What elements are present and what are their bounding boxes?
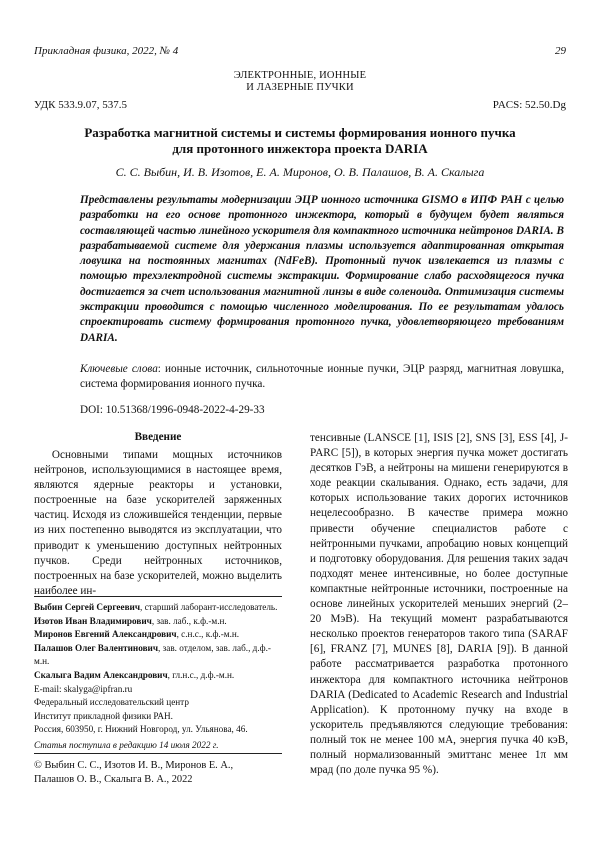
intro-paragraph: Основными типами мощных источников нейтронов, использующимися в настоящее время, являются ядерные реакторы и установки, построенные на базе ускорителей заряженных частиц. Исходя из сложившейся тенденции, первые из них постепенно выводятся из эксплуатации, что приводит к уменьшению доступных нейтронных пучков. Среди нейтронных источников, построенных на базе ускорителей, можно выделить наиболее ин- xyxy=(34,449,282,597)
authors: С. С. Выбин, И. В. Изотов, Е. А. Миронов, О. В. Палашов, В. А. Скалыга xyxy=(115,165,485,179)
keywords-text: : ионные источник, сильноточные ионные пучки, ЭЦР разряд, магнитная ловушка, система формирования ионного пучка. xyxy=(80,363,564,391)
affiliation-name: Скалыга Вадим Александрович xyxy=(34,669,168,680)
contact-org-1: Федеральный исследовательский центр xyxy=(34,697,189,708)
affiliation-info: , старший лаборант-исследователь. xyxy=(140,602,278,612)
copyright-divider xyxy=(34,753,282,754)
article-title-line-2: для протонного инжектора проекта DARIA xyxy=(172,141,428,156)
affiliation-entry xyxy=(34,628,282,642)
contact-address: Россия, 603950, г. Нижний Новгород, ул. Ульянова, 46. xyxy=(34,724,248,735)
intro-column-1 xyxy=(34,448,282,599)
intro-heading: Введение xyxy=(134,431,182,443)
affiliation-entry xyxy=(34,669,282,683)
affiliation-info: , зав. отделом, зав. лаб., д.ф.-м.н. xyxy=(34,642,271,667)
author-affiliations xyxy=(34,601,282,737)
contact-email: E-mail: skalyga@ipfran.ru xyxy=(34,683,133,694)
footnote-divider xyxy=(34,596,282,597)
section-heading-line-2: И ЛАЗЕРНЫЕ ПУЧКИ xyxy=(246,82,354,93)
keywords xyxy=(80,362,564,393)
section-heading xyxy=(0,70,600,94)
affiliation-name: Миронов Евгений Александрович xyxy=(34,629,177,640)
doi: DOI: 10.51368/1996-0948-2022-4-29-33 xyxy=(80,404,265,416)
journal-running-head: Прикладная физика, 2022, № 4 xyxy=(34,45,179,57)
article-title xyxy=(40,125,560,157)
affiliation-info: , гл.н.с., д.ф.-м.н. xyxy=(167,669,235,680)
keywords-label: Ключевые слова xyxy=(80,363,158,375)
intro-continuation: тенсивные (LANSCE [1], ISIS [2], SNS [3], ESS [4], J-PARC [5]), в которых энергия пучка может достигать десятков ГэВ, а нейтроны на мишени генерируются в ходе реакции скалывания. Однако, есть задачи, для которых использование таких дорогих источников нецелесообразно. В качестве примера можно привести обучение специалистов работе с нейтронными пучками, апробацию новых концепций и подготовку оборудования. Для решения таких задач подходят менее интенсивные, но более доступные компактные нейтронные источники, построенные на основе линейных ускорителей меньших энергий (2–20 МэВ). На текущий момент разрабатываются несколько проектов генераторов такого типа (SARAF [6], FRANZ [7], MUNES [8], DARIA [9]). В данной работе рассматривается разработка протонного инжектора для компактного источника нейтронов DARIA (Dedicated to Academic Research and Industrial Application). К протонному пучку на входе в ускоритель предъявляются следующие требования: полный ток не менее 100 мА, энергия пучка 40 кэВ, полный нормализованный эмиттанс менее 1π мм мрад (по доле пучка 95 %). xyxy=(310,432,568,777)
intro-column-2 xyxy=(310,431,568,778)
affiliation-entry xyxy=(34,615,282,629)
pacs-code: PACS: 52.50.Dg xyxy=(492,99,566,111)
affiliation-info: , с.н.с., к.ф.-м.н. xyxy=(176,629,240,640)
page-number: 29 xyxy=(555,45,566,57)
copyright xyxy=(34,759,282,787)
udk-code: УДК 533.9.07, 537.5 xyxy=(34,99,128,111)
copyright-line-1: © Выбин С. С., Изотов И. В., Миронов Е. А., xyxy=(34,760,234,771)
affiliation-name: Палашов Олег Валентинович xyxy=(34,642,159,653)
copyright-line-2: Палашов О. В., Скалыга В. А., 2022 xyxy=(34,774,193,785)
abstract: Представлены результаты модернизации ЭЦР ионного источника GISMO в ИПФ РАН с целью разработки на его основе протонного инжектора, который в будущем будет являться составляющей частью линейного ускорителя для компактного источника нейтронов DARIA. В разрабатываемой системе для удержания плазмы используется адаптированная открытая ловушка на постоянных магнитах (NdFeB). Протонный пучок извлекается из плазмы с помощью трехэлектродной системы экстракции. Формирование слабо расходящегося пучка достигается за счет использования магнитной линзы в виде соленоида. Оптимизация системы экстракции проводится с помощью численного моделирования. По ее результатам удалось спроектировать систему формирования протонного пучка, удовлетворяющего требованиям DARIA. xyxy=(80,194,564,344)
affiliation-entry xyxy=(34,601,282,615)
affiliation-entry xyxy=(34,642,282,669)
contact-org-2: Институт прикладной физики РАН. xyxy=(34,710,173,721)
affiliation-info: , зав. лаб., к.ф.-м.н. xyxy=(151,615,227,626)
section-heading-line-1: ЭЛЕКТРОННЫЕ, ИОННЫЕ xyxy=(233,70,367,81)
affiliation-name: Изотов Иван Владимирович xyxy=(34,615,152,626)
affiliation-name: Выбин Сергей Сергеевич xyxy=(34,602,141,612)
article-title-line-1: Разработка магнитной системы и системы формирования ионного пучка xyxy=(84,125,516,140)
received-date: Статья поступила в редакцию 14 июля 2022 г. xyxy=(34,740,219,750)
